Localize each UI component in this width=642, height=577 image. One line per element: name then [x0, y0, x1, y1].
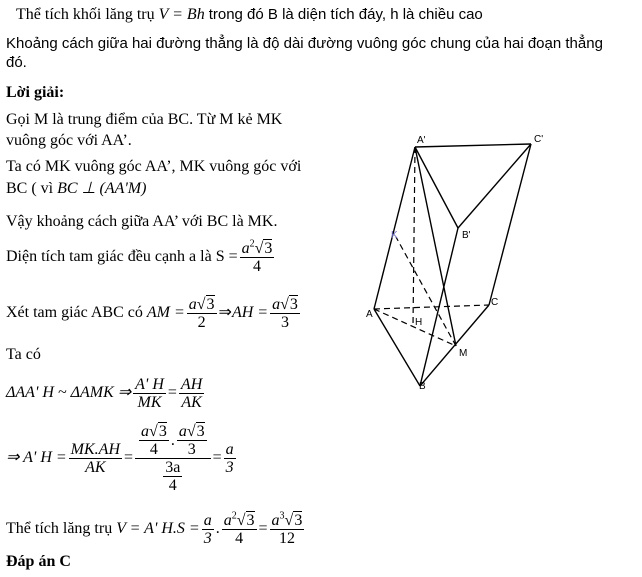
ta-co: Ta có — [6, 346, 41, 363]
label-b: B — [419, 381, 426, 392]
volume-eq: = — [258, 520, 268, 537]
volume-prefix: Thể tích lăng trụ — [6, 520, 113, 537]
vf1-den: 3 — [203, 529, 212, 547]
distance-def-line1: Khoảng cách giữa hai đường thẳng là độ dài đường vuông góc chung của hai đoạn thẳng — [6, 35, 603, 52]
line-m-k — [396, 237, 456, 346]
label-b-prime: B' — [462, 230, 471, 241]
volume-f3: $\frac{a^3√3}{12}$ — [271, 510, 303, 547]
am-num-root: 3 — [206, 295, 215, 313]
vf2-root: 3 — [246, 511, 255, 529]
label-k: K — [391, 230, 398, 241]
sub2-den: 3 — [187, 440, 196, 458]
step1-line1: Gọi M là trung điểm của BC. Từ M kẻ MK — [6, 111, 283, 128]
formula-prefix: Thể tích khối lăng trụ — [16, 6, 155, 23]
sub2-a: a — [178, 422, 187, 440]
result-num: a — [225, 440, 234, 458]
sub1-den: 4 — [149, 440, 158, 458]
ah-calc-d1: AK — [85, 458, 106, 476]
sub1-root: 3 — [158, 422, 167, 440]
area-num-root: 3 — [264, 239, 273, 257]
result-den: 3 — [225, 458, 234, 476]
triangle-am: AM = — [146, 304, 185, 321]
den-top: 3a — [165, 458, 181, 476]
triangle-arrow: ⇒ — [218, 304, 232, 321]
vf2-exp: 2 — [231, 510, 237, 522]
ah-calc-n1: MK.AH — [70, 440, 120, 458]
label-h: H — [415, 317, 423, 328]
vf2-den: 4 — [235, 529, 244, 547]
volume-f2: $\frac{a^2√3}{4}$ — [223, 510, 255, 547]
ah-den: 3 — [280, 313, 289, 331]
edge-a-c — [374, 305, 489, 309]
triangle-ah: AH = — [231, 304, 269, 321]
vf3-root: 3 — [294, 511, 303, 529]
solution-heading: Lời giải: — [6, 84, 65, 101]
am-num-a: a — [188, 295, 197, 313]
triangle-prefix: Xét tam giác ABC có — [6, 304, 143, 321]
ah-calc-sub2: $\frac{a√3}{3}$ — [178, 422, 205, 458]
area-num-a: a — [241, 239, 250, 257]
vf1-num: a — [203, 511, 212, 529]
edge-a-prime-c-prime — [415, 144, 531, 147]
label-a: A — [366, 309, 373, 320]
similar-n2: AH — [180, 375, 203, 393]
answer: Đáp án C — [6, 553, 71, 570]
label-a-prime: A' — [417, 135, 426, 146]
vf3-a: a — [271, 511, 280, 529]
step3: Vậy khoảng cách giữa AA’ với BC là MK. — [6, 213, 278, 230]
ah-calc-sub1: $\frac{a√3}{4}$ — [141, 422, 167, 458]
ah-calc-lhs: ⇒ A' H = — [6, 449, 67, 466]
distance-def-line2: đó. — [6, 54, 27, 71]
area-den: 4 — [253, 257, 261, 275]
volume-dot: . — [215, 520, 220, 537]
similar-eq: = — [167, 384, 177, 401]
step2-line2-b: BC ⊥ (AA'M) — [57, 180, 147, 197]
formula-suffix: trong đó B là diện tích đáy, h là chiều cao — [208, 6, 483, 23]
sub1-a: a — [141, 422, 150, 440]
ah-num-a: a — [272, 295, 281, 313]
label-c-prime: C' — [534, 134, 544, 145]
ah-fraction: $\frac{a√3}{3}$ — [272, 295, 298, 331]
sub-dot: . — [170, 431, 175, 449]
formula: V = Bh — [158, 6, 205, 23]
label-m: M — [459, 348, 468, 359]
similar-d2: AK — [181, 393, 202, 411]
vf3-exp: 3 — [279, 510, 285, 522]
area-fraction: $\frac{a^2√3}{4}$ — [241, 238, 273, 275]
edge-a-prime-a — [374, 147, 415, 309]
ah-num-root: 3 — [289, 295, 298, 313]
vf2-a: a — [223, 511, 232, 529]
similar-lhs: ΔAA' H ~ ΔAMK ⇒ — [6, 384, 132, 401]
similar-d1: MK — [137, 393, 162, 411]
line-a-prime-h — [413, 147, 415, 326]
vf3-den: 12 — [278, 529, 295, 547]
label-c: C — [491, 297, 499, 308]
ah-calc-eq: = — [124, 449, 134, 466]
step1-line2: vuông góc với AA’. — [6, 132, 132, 149]
area-prefix: Diện tích tam giác đều cạnh a là S = — [6, 248, 238, 265]
area-num-exp: 2 — [249, 238, 255, 250]
den-bot: 4 — [168, 476, 177, 494]
am-den: 2 — [197, 313, 206, 331]
volume-expr: V = A' H.S = — [116, 520, 200, 537]
ah-calc-eq2: = — [212, 449, 222, 466]
step2-line2-a: BC ( vì — [6, 180, 54, 197]
similar-n1: A' H — [135, 375, 164, 393]
edge-a-prime-b-prime — [415, 147, 458, 228]
am-fraction: $\frac{a√3}{2}$ — [188, 295, 215, 331]
sub2-root: 3 — [196, 422, 205, 440]
step2-line1: Ta có MK vuông góc AA’, MK vuông góc với — [6, 158, 302, 175]
